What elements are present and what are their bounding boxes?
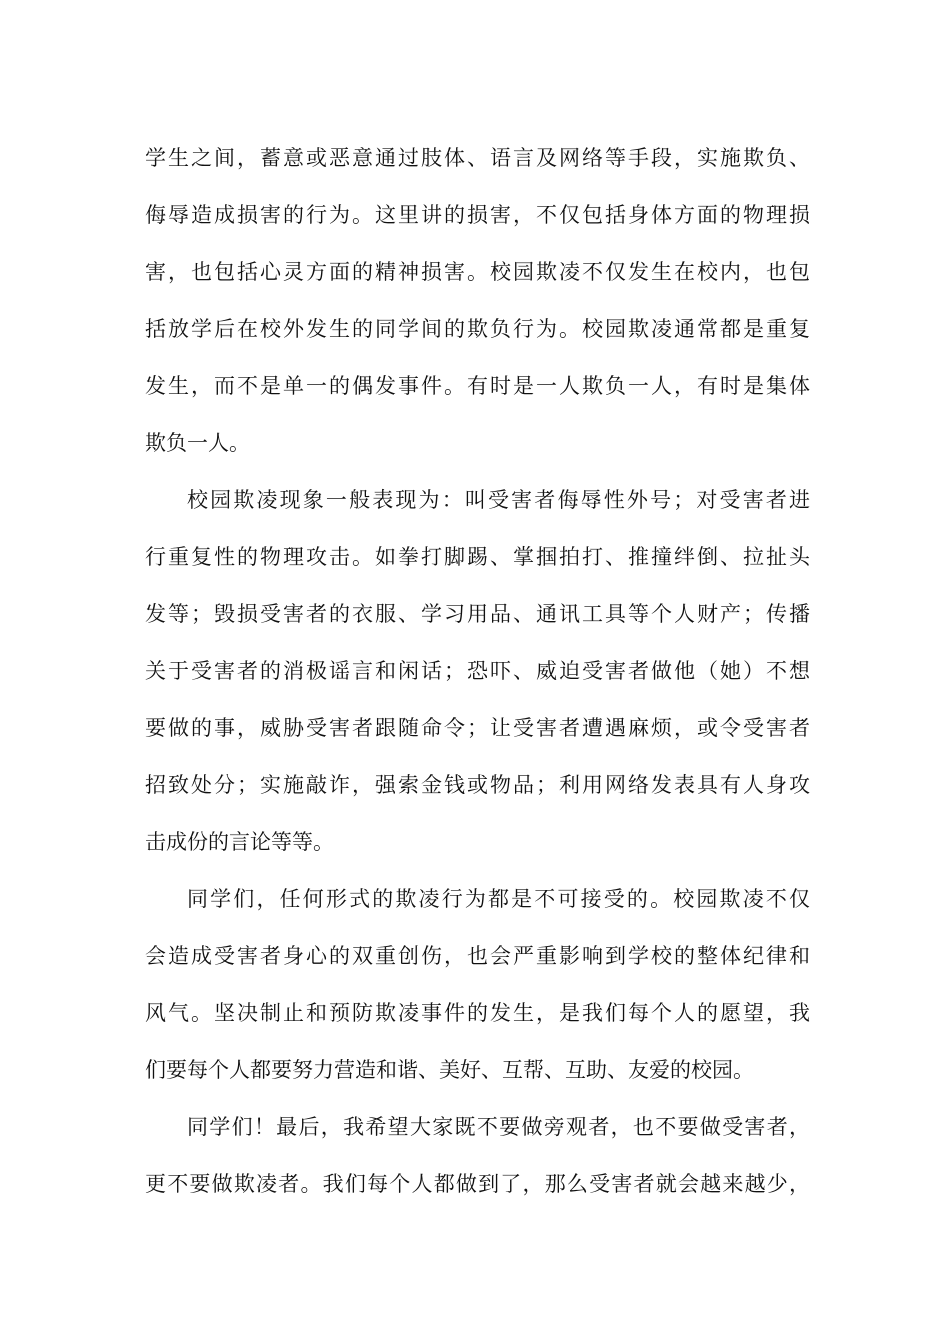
text-line: 侮辱造成损害的行为。这里讲的损害，不仅包括身体方面的物理损 <box>145 203 810 227</box>
text-line: 招致处分；实施敲诈，强索金钱或物品；利用网络发表具有人身攻 <box>145 773 810 797</box>
text-line: 们要每个人都要努力营造和谐、美好、互帮、互助、友爱的校园。 <box>145 1058 754 1082</box>
text-line: 校园欺凌现象一般表现为：叫受害者侮辱性外号；对受害者进 <box>187 488 810 512</box>
text-line: 击成份的言论等等。 <box>145 830 334 854</box>
text-line: 同学们，任何形式的欺凌行为都是不可接受的。校园欺凌不仅 <box>187 887 810 911</box>
text-line: 风气。坚决制止和预防欺凌事件的发生，是我们每个人的愿望，我 <box>145 1001 810 1025</box>
paragraph-3 <box>145 871 810 1099</box>
text-line: 发等；毁损受害者的衣服、学习用品、通讯工具等个人财产；传播 <box>145 602 810 626</box>
text-line: 害，也包括心灵方面的精神损害。校园欺凌不仅发生在校内，也包 <box>145 260 810 284</box>
text-line: 会造成受害者身心的双重创伤，也会严重影响到学校的整体纪律和 <box>145 944 810 968</box>
text-line: 同学们！最后，我希望大家既不要做旁观者，也不要做受害者， <box>187 1115 810 1139</box>
text-line: 更不要做欺凌者。我们每个人都做到了，那么受害者就会越来越少， <box>145 1172 810 1196</box>
paragraph-2 <box>145 472 810 871</box>
paragraph-4 <box>145 1099 810 1213</box>
text-line: 括放学后在校外发生的同学间的欺负行为。校园欺凌通常都是重复 <box>145 317 810 341</box>
paragraph-1 <box>145 130 810 472</box>
text-line: 学生之间，蓄意或恶意通过肢体、语言及网络等手段，实施欺负、 <box>145 146 810 170</box>
text-line: 要做的事，威胁受害者跟随命令；让受害者遭遇麻烦，或令受害者 <box>145 716 810 740</box>
text-line: 行重复性的物理攻击。如拳打脚踢、掌掴拍打、推撞绊倒、拉扯头 <box>145 545 810 569</box>
text-line: 发生，而不是单一的偶发事件。有时是一人欺负一人，有时是集体 <box>145 374 810 398</box>
document-body <box>145 130 810 1213</box>
text-line: 关于受害者的消极谣言和闲话；恐吓、威迫受害者做他（她）不想 <box>145 659 810 683</box>
text-line: 欺负一人。 <box>145 431 250 455</box>
